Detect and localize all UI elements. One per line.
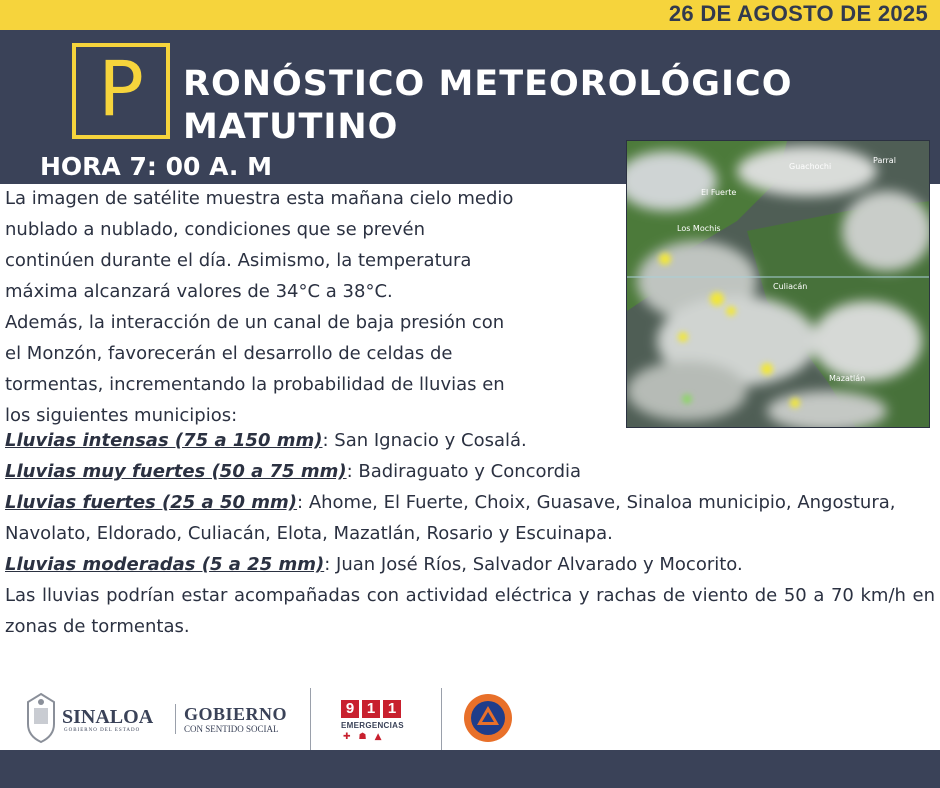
911-digit: 1 [362,700,380,718]
rain-item-strong [5,487,935,549]
state-crest-icon [24,692,58,744]
body-line: nublado a nublado, condiciones que se prevén [5,219,426,240]
satellite-map [627,141,930,428]
rain-municipalities: : San Ignacio y Cosalá. [322,430,527,451]
body-line: el Monzón, favorecerán el desarrollo de celdas de [5,343,453,364]
title-line-2: MATUTINO [183,107,399,147]
rain-municipalities: : Juan José Ríos, Salvador Alvarado y Mocorito. [324,554,743,575]
title-initial: P [98,44,144,133]
map-label: Parral [873,156,896,165]
bottom-bar [0,750,940,788]
rain-category-label: Lluvias muy fuertes (50 a 75 mm) [5,461,347,482]
911-digit: 9 [341,700,359,718]
logo-divider [441,688,442,750]
gobierno-logo-subtitle: CON SENTIDO SOCIAL [184,724,279,734]
911-label: EMERGENCIAS [341,721,404,730]
map-label: Culiacán [773,282,808,291]
emergency-911-logo [341,700,401,718]
body-line: los siguientes municipios: [5,405,238,426]
closing-note: Las lluvias podrían estar acompañadas con actividad eléctrica y rachas de viento de 50 a 70 km/h en zonas de tormentas. [5,585,935,637]
page-title [183,63,843,149]
map-label: Mazatlán [829,374,866,383]
rain-item-moderate [5,549,935,580]
rain-category-label: Lluvias intensas (75 a 150 mm) [5,430,323,451]
body-line: La imagen de satélite muestra esta mañana cielo medio [5,188,514,209]
map-label: El Fuerte [701,188,737,197]
title-initial-box [72,43,170,139]
satellite-image [626,140,930,428]
report-time: HORA 7: 00 A. M [40,152,272,181]
body-line: Además, la interacción de un canal de baja presión con [5,312,505,333]
rain-municipalities: : Badiraguato y Concordia [346,461,582,482]
date: 26 DE AGOSTO DE 2025 [668,1,928,26]
map-label: Guachochi [789,162,832,171]
logo-divider [175,704,176,734]
sinaloa-logo-subtitle: GOBIERNO DEL ESTADO [64,728,141,733]
gobierno-logo-text: GOBIERNO [184,704,288,724]
civil-protection-icon [462,692,514,744]
rain-item-intense [5,425,935,456]
title-line-1: RONÓSTICO METEOROLÓGICO [183,64,793,104]
logo-divider [310,688,311,750]
footer-logos [0,684,940,750]
911-digit: 1 [383,700,401,718]
forecast-body [5,183,617,431]
map-label: Los Mochis [677,224,721,233]
sinaloa-logo-text: SINALOA [62,706,154,728]
body-line: tormentas, incrementando la probabilidad de lluvias en [5,374,505,395]
top-bar [0,0,940,30]
rain-municipalities: : Ahome, El Fuerte, Choix, Guasave, Sinaloa municipio, Angostura, Navolato, Eldorado, Culiacán, Elota, Mazatlán, Rosario y Escuinapa. [5,492,896,544]
rain-category-label: Lluvias fuertes (25 a 50 mm) [5,492,298,513]
emergency-icons: ✚☗▲ [343,732,390,742]
rain-item-very-strong [5,456,935,487]
body-line: continúen durante el día. Asimismo, la temperatura [5,250,472,271]
body-line: máxima alcanzará valores de 34°C a 38°C. [5,281,393,302]
rain-category-label: Lluvias moderadas (5 a 25 mm) [5,554,325,575]
